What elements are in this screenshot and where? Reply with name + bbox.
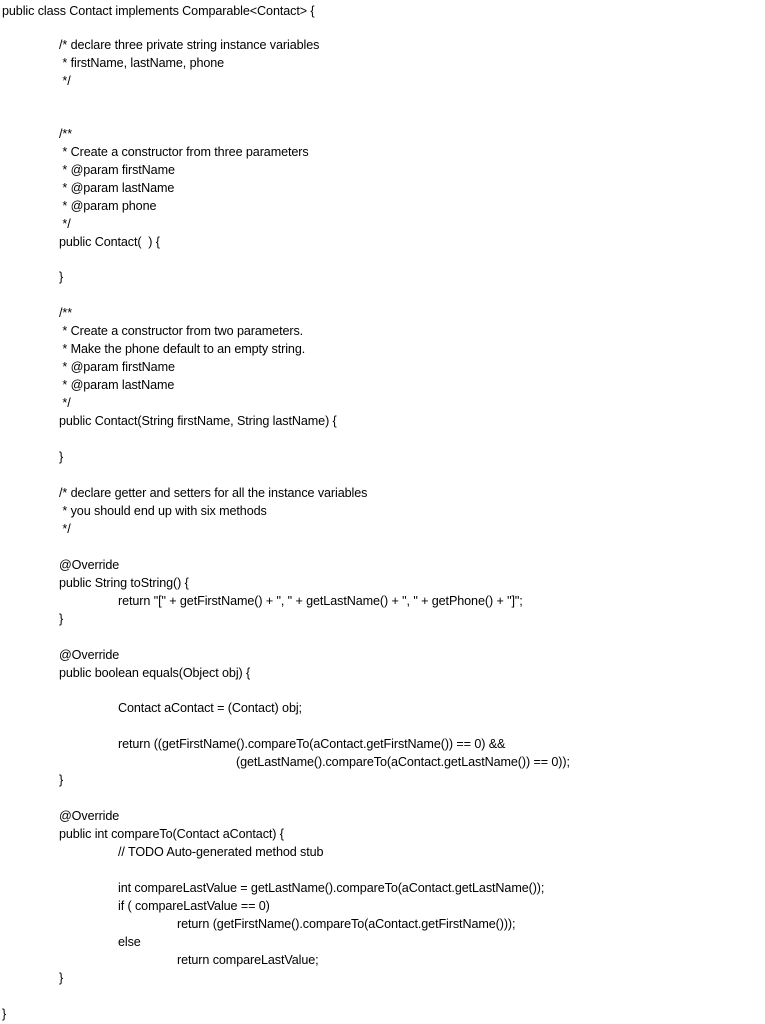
return-first-name-compare-line: return (getFirstName().compareTo(aContact.getFirstName())); <box>177 917 516 931</box>
javadoc-line: * Create a constructor from two parameters. <box>59 324 304 338</box>
override-annotation-line: @Override <box>59 648 120 662</box>
equals-return-line: return ((getFirstName().compareTo(aContact.getFirstName()) == 0) && <box>118 737 506 751</box>
javadoc-line: */ <box>59 217 71 231</box>
constructor-two-params-line: public Contact(String firstName, String lastName) { <box>59 414 337 428</box>
if-statement-line: if ( compareLastValue == 0) <box>118 899 270 913</box>
todo-comment-line: // TODO Auto-generated method stub <box>118 845 324 859</box>
comment-line: */ <box>59 74 71 88</box>
closing-brace-line: } <box>59 270 64 284</box>
comment-line: * you should end up with six methods <box>59 504 267 518</box>
override-annotation-line: @Override <box>59 558 120 572</box>
class-closing-brace-line: } <box>2 1007 7 1021</box>
closing-brace-line: } <box>59 971 64 985</box>
override-annotation-line: @Override <box>59 809 120 823</box>
javadoc-line: /** <box>59 306 73 320</box>
equals-method-line: public boolean equals(Object obj) { <box>59 666 251 680</box>
closing-brace-line: } <box>59 612 64 626</box>
class-declaration-line: public class Contact implements Comparable<Contact> { <box>2 4 315 18</box>
tostring-return-line: return "[" + getFirstName() + ", " + getLastName() + ", " + getPhone() + "]"; <box>118 594 523 608</box>
compareto-method-line: public int compareTo(Contact aContact) { <box>59 827 284 841</box>
javadoc-line: * @param firstName <box>59 163 175 177</box>
constructor-three-params-line: public Contact( ) { <box>59 235 160 249</box>
closing-brace-line: } <box>59 450 64 464</box>
javadoc-line: */ <box>59 396 71 410</box>
comment-line: /* declare three private string instance variables <box>59 38 320 52</box>
comment-line: * firstName, lastName, phone <box>59 56 225 70</box>
javadoc-line: * Create a constructor from three parameters <box>59 145 309 159</box>
return-compare-last-value-line: return compareLastValue; <box>177 953 319 967</box>
tostring-method-line: public String toString() { <box>59 576 189 590</box>
javadoc-line: * Make the phone default to an empty string. <box>59 342 306 356</box>
comment-line: /* declare getter and setters for all the instance variables <box>59 486 368 500</box>
closing-brace-line: } <box>59 773 64 787</box>
javadoc-line: * @param firstName <box>59 360 175 374</box>
equals-return-continuation-line: (getLastName().compareTo(aContact.getLastName()) == 0)); <box>236 755 570 769</box>
equals-cast-line: Contact aContact = (Contact) obj; <box>118 701 302 715</box>
javadoc-line: * @param phone <box>59 199 157 213</box>
javadoc-line: * @param lastName <box>59 378 175 392</box>
else-line: else <box>118 935 141 949</box>
javadoc-line: /** <box>59 127 73 141</box>
javadoc-line: * @param lastName <box>59 181 175 195</box>
compare-last-value-line: int compareLastValue = getLastName().compareTo(aContact.getLastName()); <box>118 881 545 895</box>
comment-line: */ <box>59 522 71 536</box>
